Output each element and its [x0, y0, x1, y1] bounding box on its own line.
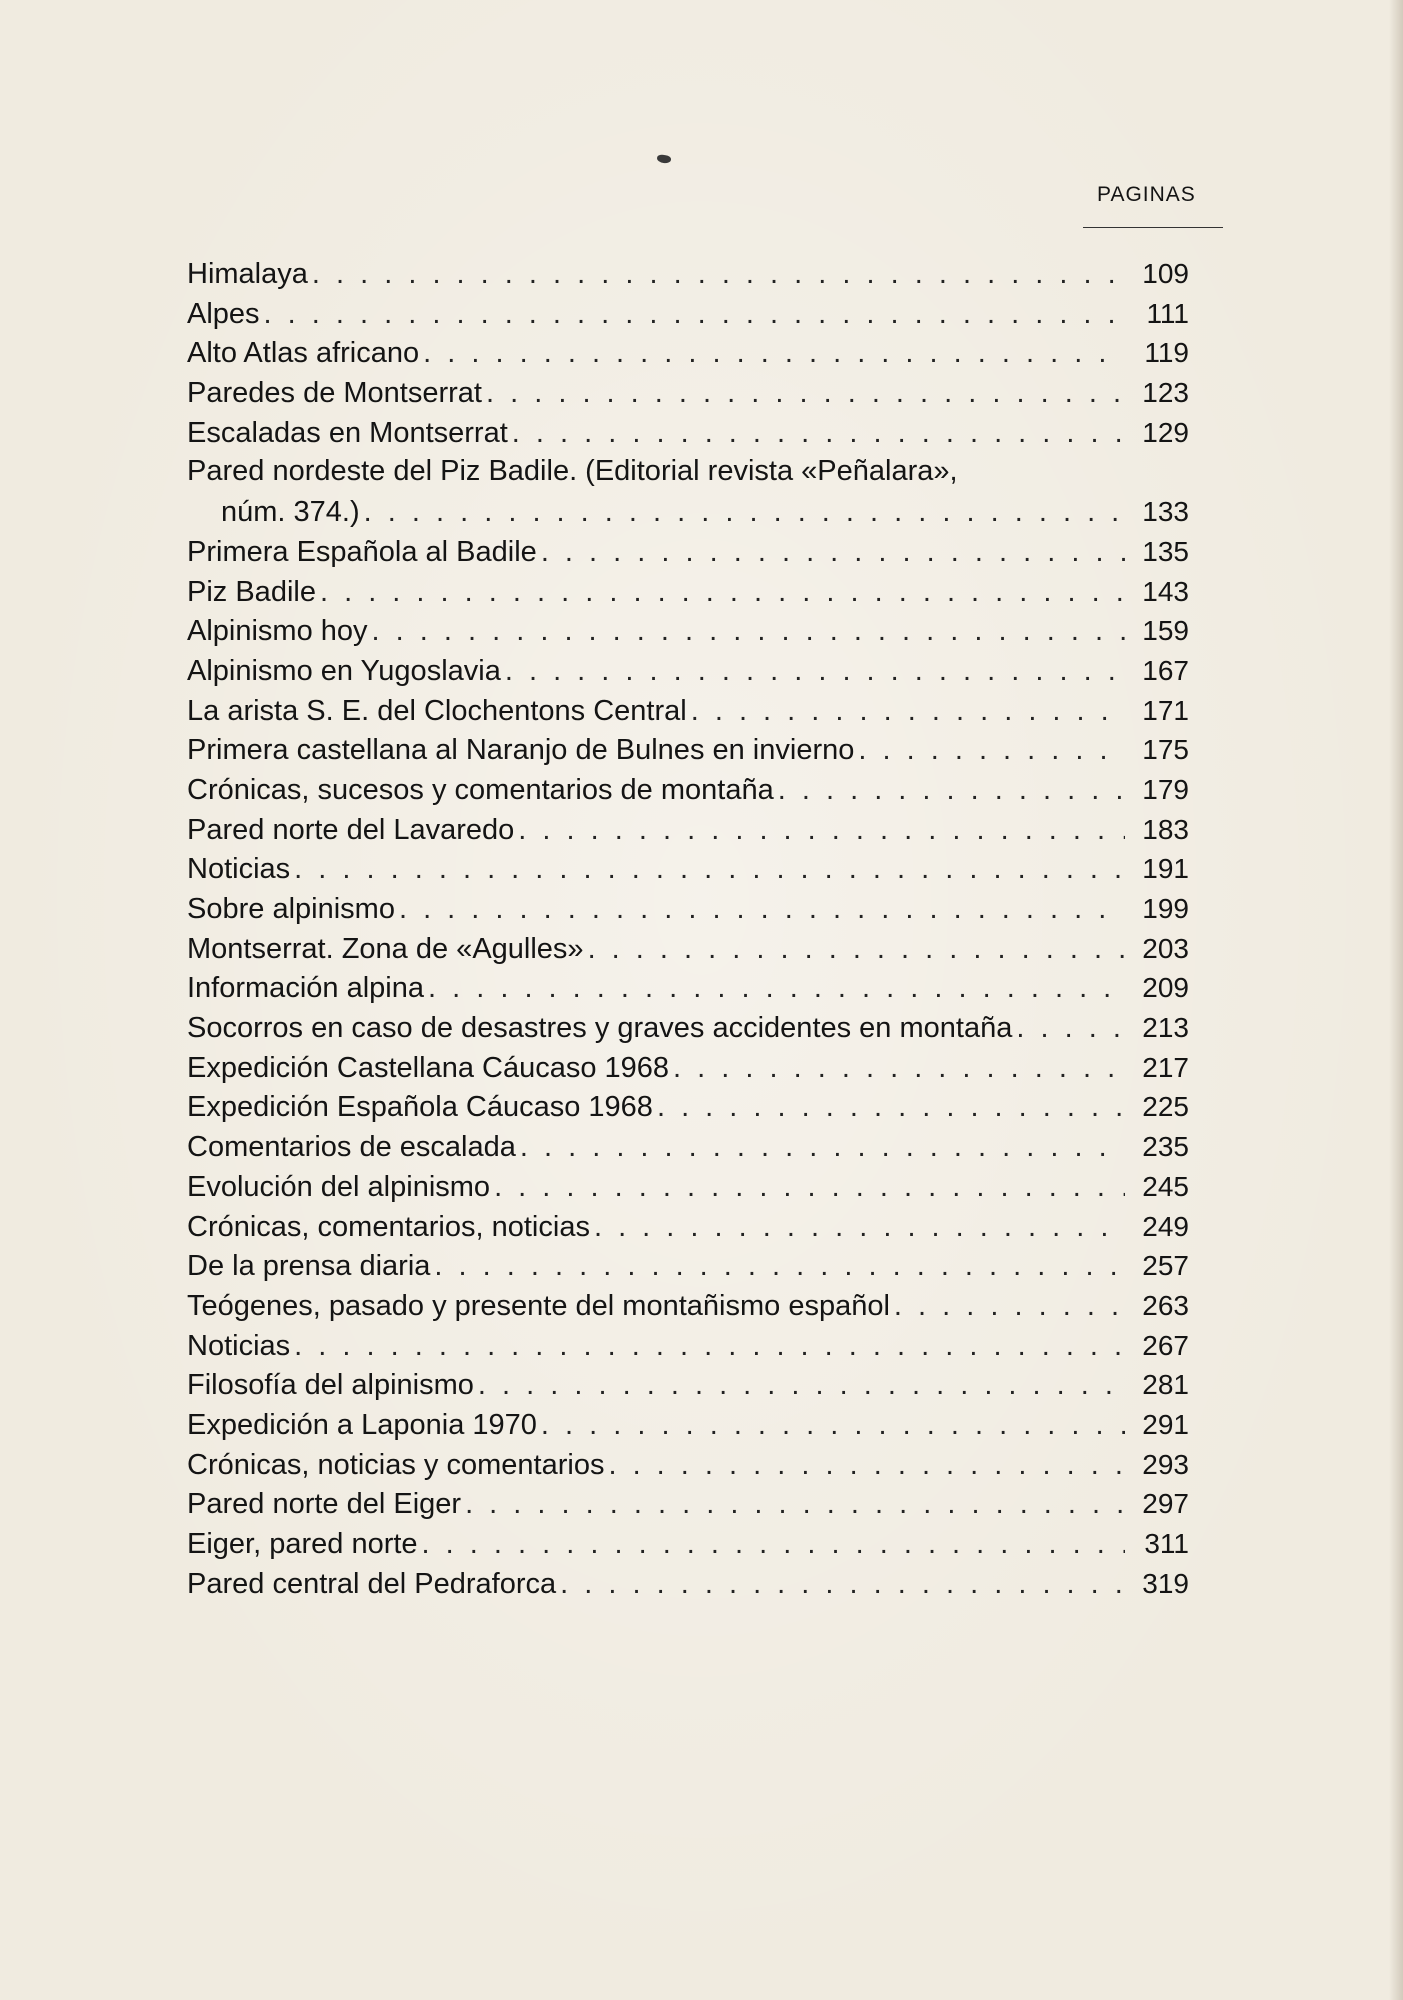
toc-entry-line: [187, 1246, 1189, 1286]
table-of-contents: [187, 254, 1189, 1603]
toc-entry-line: [187, 532, 1189, 572]
toc-entry: [187, 333, 1189, 373]
toc-entry-page-number: 159: [1142, 615, 1189, 647]
toc-entry-title: De la prensa diaria: [187, 1250, 431, 1283]
toc-entry-line: [187, 1087, 1189, 1127]
ink-speck: [657, 154, 672, 164]
dot-leader: [657, 1088, 1125, 1128]
dot-leader: [608, 1446, 1125, 1486]
toc-entry-page-number: 311: [1144, 1528, 1189, 1559]
toc-entry-page-number: 293: [1142, 1448, 1189, 1480]
toc-entry-title: Teógenes, pasado y presente del montañismo español: [187, 1289, 890, 1322]
toc-entry: [187, 968, 1189, 1008]
toc-entry-title: Escaladas en Montserrat: [187, 416, 508, 449]
toc-entry-line: [187, 254, 1189, 294]
toc-entry-line: [187, 413, 1189, 453]
toc-entry-line: [187, 929, 1189, 969]
toc-entry-page-number: 257: [1142, 1250, 1189, 1282]
toc-entry-page-number: 143: [1142, 575, 1189, 607]
dot-leader: [560, 1565, 1125, 1605]
toc-entry-page-number: 183: [1142, 813, 1189, 845]
toc-entry-title-continuation: núm. 374.): [221, 496, 360, 529]
dot-leader: [364, 493, 1125, 533]
toc-entry-line: [187, 373, 1189, 413]
toc-entry-page-number: 191: [1142, 853, 1189, 885]
dot-leader: [428, 969, 1125, 1009]
toc-entry: [187, 373, 1189, 413]
toc-entry-page-number: 111: [1146, 297, 1189, 329]
header-underline: [1083, 227, 1223, 228]
toc-entry-title: Himalaya: [187, 258, 308, 290]
toc-entry: [187, 452, 1189, 531]
toc-entry: [187, 611, 1189, 651]
toc-entry: [187, 1087, 1189, 1127]
toc-entry-title: Alpinismo en Yugoslavia: [187, 654, 501, 687]
toc-entry-line: [187, 1524, 1189, 1564]
toc-entry: [187, 294, 1189, 334]
dot-leader: [372, 612, 1125, 652]
dot-leader: [294, 850, 1125, 890]
toc-entry-line: [187, 651, 1189, 691]
toc-entry: [187, 849, 1189, 889]
dot-leader: [1016, 1009, 1125, 1049]
toc-entry-title: Pared norte del Lavaredo: [187, 813, 515, 846]
toc-entry: [187, 810, 1189, 850]
toc-entry-line: [187, 333, 1189, 373]
dot-leader: [673, 1049, 1125, 1089]
toc-entry-page-number: 319: [1142, 1567, 1189, 1599]
toc-entry-title: Alpes: [187, 297, 260, 330]
toc-entry-page-number: 281: [1142, 1369, 1189, 1401]
toc-entry: [187, 889, 1189, 929]
toc-entry: [187, 1246, 1189, 1286]
toc-entry-title: Primera Española al Badile: [187, 535, 537, 568]
toc-entry-line: [187, 770, 1189, 810]
dot-leader: [423, 334, 1125, 374]
toc-entry-page-number: 175: [1142, 734, 1189, 766]
dot-leader: [512, 414, 1125, 454]
toc-entry-page-number: 129: [1142, 416, 1189, 448]
toc-entry-page-number: 235: [1142, 1131, 1189, 1163]
toc-entry-page-number: 133: [1142, 496, 1189, 528]
toc-entry-line: [187, 1127, 1189, 1167]
toc-entry-page-number: 297: [1142, 1488, 1189, 1520]
toc-entry-page-number: 213: [1142, 1012, 1189, 1044]
toc-entry-title: Alpinismo hoy: [187, 615, 368, 648]
dot-leader: [434, 1247, 1125, 1287]
toc-entry-page-number: 263: [1142, 1289, 1189, 1321]
dot-leader: [894, 1287, 1125, 1327]
toc-entry: [187, 1326, 1189, 1366]
toc-entry-page-number: 167: [1142, 654, 1189, 686]
toc-entry-title: Pared nordeste del Piz Badile. (Editorial revista «Peñalara»,: [187, 455, 958, 488]
toc-entry-title: Crónicas, sucesos y comentarios de montaña: [187, 773, 774, 806]
toc-entry-page-number: 249: [1142, 1210, 1189, 1242]
toc-entry-line: [187, 810, 1189, 850]
toc-entry-page-number: 267: [1142, 1329, 1189, 1361]
dot-leader: [486, 374, 1125, 414]
toc-entry-title: Paredes de Montserrat: [187, 377, 482, 410]
toc-entry-line: [187, 1445, 1189, 1485]
toc-entry-continuation-line: [187, 492, 1189, 532]
toc-entry: [187, 691, 1189, 731]
dot-leader: [294, 1327, 1125, 1367]
toc-entry: [187, 1008, 1189, 1048]
dot-leader: [588, 930, 1125, 970]
toc-entry: [187, 572, 1189, 612]
toc-entry: [187, 1365, 1189, 1405]
toc-entry-line: [187, 849, 1189, 889]
dot-leader: [518, 811, 1125, 851]
dot-leader: [264, 295, 1125, 335]
toc-entry-line: [187, 1484, 1189, 1524]
toc-entry-line: [187, 611, 1189, 651]
toc-entry-title: Sobre alpinismo: [187, 893, 395, 925]
dot-leader: [505, 652, 1125, 692]
dot-leader: [320, 573, 1125, 613]
toc-entry-title: Comentarios de escalada: [187, 1131, 516, 1164]
toc-entry: [187, 1405, 1189, 1445]
page-edge-shadow: [1389, 0, 1403, 2000]
toc-entry-line: [187, 1405, 1189, 1445]
toc-entry-line: [187, 1048, 1189, 1088]
toc-entry-line: [187, 294, 1189, 334]
toc-entry: [187, 532, 1189, 572]
toc-entry-line: [187, 1167, 1189, 1207]
toc-entry-page-number: 291: [1142, 1408, 1189, 1440]
toc-entry-line: [187, 1286, 1189, 1326]
toc-entry-page-number: 135: [1142, 535, 1189, 567]
dot-leader: [858, 731, 1125, 771]
toc-entry-title: Noticias: [187, 1329, 291, 1362]
toc-entry-title: Expedición Española Cáucaso 1968: [187, 1091, 653, 1124]
toc-entry: [187, 1286, 1189, 1326]
toc-entry-page-number: 123: [1142, 377, 1189, 409]
toc-entry-title: Crónicas, noticias y comentarios: [187, 1448, 605, 1481]
toc-entry-page-number: 203: [1142, 932, 1189, 964]
toc-entry-line: [187, 691, 1189, 731]
toc-entry-page-number: 225: [1142, 1091, 1189, 1123]
toc-entry-page-number: 209: [1142, 972, 1189, 1004]
dot-leader: [399, 890, 1125, 930]
toc-entry-title: Expedición a Laponia 1970: [187, 1408, 537, 1441]
toc-entry: [187, 413, 1189, 453]
toc-entry: [187, 770, 1189, 810]
toc-entry-page-number: 199: [1142, 893, 1189, 924]
toc-entry-line: [187, 968, 1189, 1008]
dot-leader: [494, 1168, 1125, 1208]
toc-entry-title: Alto Atlas africano: [187, 337, 420, 370]
toc-entry-page-number: 171: [1142, 694, 1189, 726]
toc-entry: [187, 730, 1189, 770]
toc-entry: [187, 1564, 1189, 1604]
dot-leader: [691, 692, 1125, 732]
toc-entry-title: Pared central del Pedraforca: [187, 1567, 557, 1600]
dot-leader: [478, 1366, 1125, 1406]
toc-entry-title: Evolución del alpinismo: [187, 1170, 491, 1203]
toc-entry-title: Socorros en caso de desastres y graves accidentes en montaña: [187, 1012, 1013, 1045]
toc-entry-title: Primera castellana al Naranjo de Bulnes en invierno: [187, 734, 855, 767]
toc-entry-title: Filosofía del alpinismo: [187, 1369, 474, 1402]
toc-entry-line: [187, 1008, 1189, 1048]
toc-entry: [187, 1524, 1189, 1564]
toc-entry-title: Eiger, pared norte: [187, 1528, 418, 1560]
toc-entry-page-number: 217: [1142, 1051, 1189, 1083]
toc-entry-title: Noticias: [187, 853, 291, 886]
dot-leader: [594, 1208, 1125, 1248]
toc-entry-line: [187, 1564, 1189, 1604]
toc-entry: [187, 1484, 1189, 1524]
toc-entry-line: [187, 730, 1189, 770]
dot-leader: [465, 1485, 1125, 1525]
toc-entry: [187, 1048, 1189, 1088]
toc-entry-title: Montserrat. Zona de «Agulles»: [187, 932, 584, 965]
toc-entry: [187, 1167, 1189, 1207]
dot-leader: [312, 255, 1125, 295]
page-column-header: PAGINAS: [1097, 183, 1196, 206]
toc-entry-page-number: 245: [1142, 1170, 1189, 1202]
toc-entry: [187, 254, 1189, 294]
dot-leader: [422, 1525, 1125, 1565]
toc-entry-page-number: 109: [1142, 258, 1189, 289]
dot-leader: [778, 771, 1125, 811]
toc-entry-title: Expedición Castellana Cáucaso 1968: [187, 1051, 670, 1084]
toc-entry-title: Información alpina: [187, 972, 424, 1005]
dot-leader: [520, 1128, 1125, 1168]
toc-entry-page-number: 179: [1142, 773, 1189, 805]
toc-entry-line: [187, 1365, 1189, 1405]
toc-entry-title: Pared norte del Eiger: [187, 1488, 462, 1521]
toc-entry: [187, 651, 1189, 691]
toc-entry-line: [187, 889, 1189, 929]
toc-entry: [187, 1207, 1189, 1247]
dot-leader: [541, 533, 1125, 573]
toc-entry-line: [187, 452, 1189, 492]
toc-entry: [187, 1127, 1189, 1167]
toc-entry-title: Crónicas, comentarios, noticias: [187, 1210, 590, 1243]
dot-leader: [541, 1406, 1125, 1446]
toc-entry-title: La arista S. E. del Clochentons Central: [187, 694, 687, 727]
toc-entry-title: Piz Badile: [187, 575, 316, 608]
toc-entry-line: [187, 1207, 1189, 1247]
toc-entry: [187, 1445, 1189, 1485]
toc-entry: [187, 929, 1189, 969]
toc-entry-page-number: 119: [1144, 337, 1189, 369]
toc-entry-line: [187, 1326, 1189, 1366]
toc-entry-line: [187, 572, 1189, 612]
